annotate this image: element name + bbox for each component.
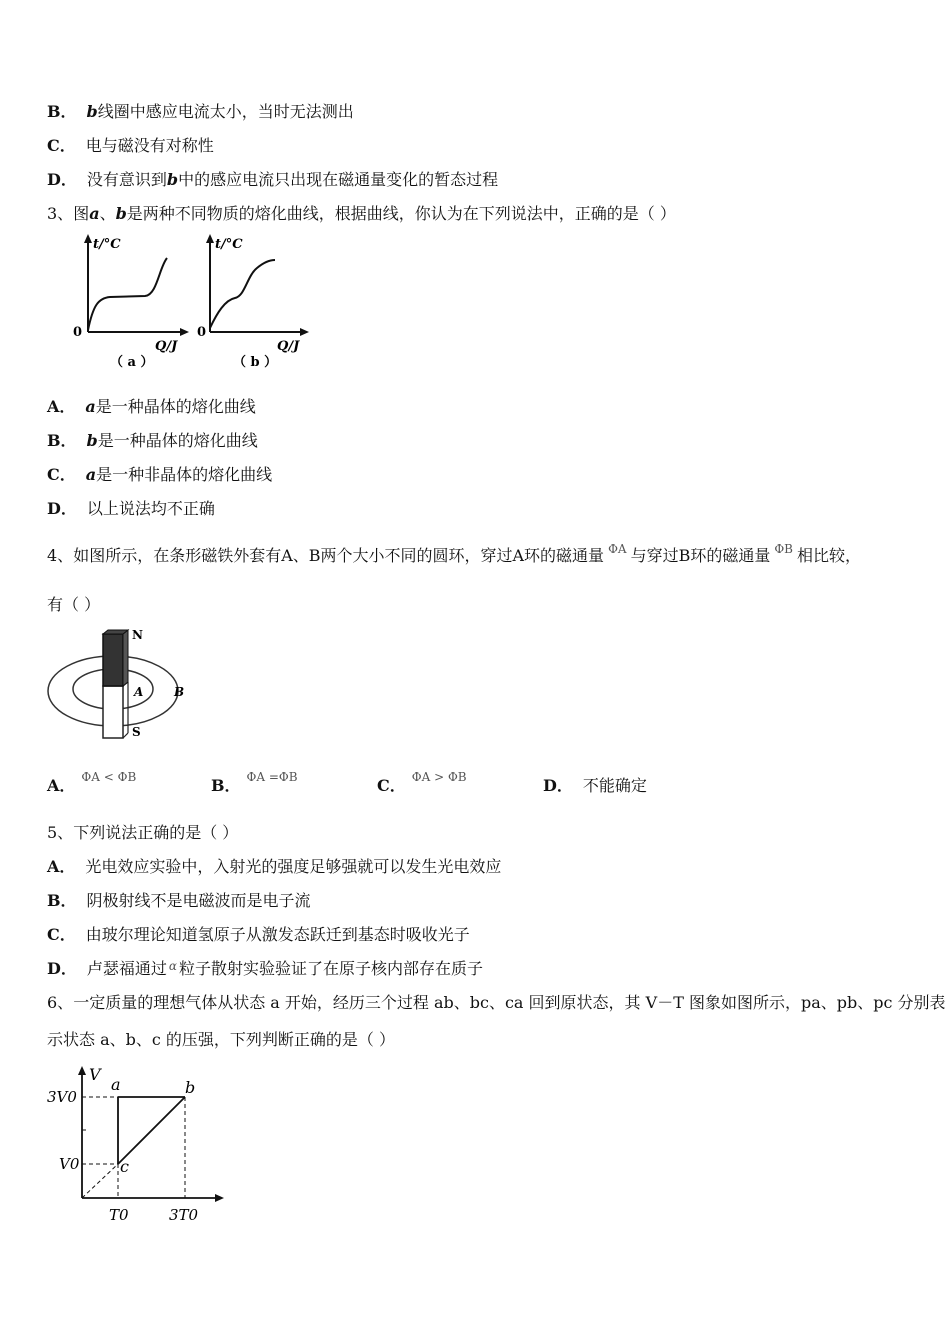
q5-stem: 5、下列说法正确的是（ ） bbox=[47, 823, 239, 842]
graph-b bbox=[197, 234, 309, 370]
q5-option-b: B． 阴极射线不是电磁波而是电子流 bbox=[47, 891, 311, 910]
q4-option-b: B． $^{\Phi A =\Phi B}$ bbox=[211, 770, 298, 795]
graph-a-ylabel: t/°C bbox=[93, 237, 121, 252]
graph-b-ylabel: t/°C bbox=[215, 237, 243, 252]
q5-option-a: A． 光电效应实验中，入射光的强度足够强就可以发生光电效应 bbox=[47, 857, 502, 876]
state-c-label: c bbox=[120, 1157, 129, 1176]
q6-vt-graph bbox=[45, 1062, 235, 1227]
q2-option-c: C． 电与磁没有对称性 bbox=[47, 136, 214, 155]
graph-a-origin: 0 bbox=[73, 325, 83, 340]
t0-label: T0 bbox=[109, 1206, 129, 1224]
graph-b-origin: 0 bbox=[197, 325, 207, 340]
magnet-n-label: N bbox=[132, 628, 143, 642]
q2-option-d: D． 没有意识到b中的感应电流只出现在磁通量变化的暂态过程 bbox=[47, 170, 499, 189]
ring-a-label: A bbox=[134, 685, 144, 699]
q5-option-c: C． 由玻尔理论知道氢原子从激发态跃迁到基态时吸收光子 bbox=[47, 925, 470, 944]
q3-stem: 3、图a、b是两种不同物质的熔化曲线，根据曲线，你认为在下列说法中，正确的是（ ） bbox=[47, 204, 676, 223]
q5-option-d: D． 卢瑟福通过 $^\alpha$ 粒子散射实验验证了在原子核内部存在质子 bbox=[47, 959, 484, 978]
q4-magnet-figure bbox=[45, 626, 200, 744]
state-a-label: a bbox=[111, 1075, 121, 1094]
q4-option-c: C． $^{\Phi A > \Phi B}$ bbox=[377, 770, 467, 795]
graph-b-caption: （ b ） bbox=[233, 355, 278, 370]
q2-option-b: B． b线圈中感应电流太小，当时无法测出 bbox=[47, 102, 354, 121]
q6-stem-line2: 示状态 a、b、c 的压强，下列判断正确的是（ ） bbox=[47, 1030, 396, 1049]
q4-stem: 4、如图所示，在条形磁铁外套有A、B两个大小不同的圆环，穿过A环的磁通量 $^{\Phi A}$ 与穿过B环的磁通量 $^{\Phi B}$ 相比较， bbox=[47, 542, 862, 565]
q4-option-d: D． 不能确定 bbox=[543, 776, 647, 795]
v3-label: 3V0 bbox=[47, 1088, 77, 1106]
q3-option-c: C． a是一种非晶体的熔化曲线 bbox=[47, 465, 273, 484]
graph-b-xlabel: Q/J bbox=[277, 339, 300, 354]
v0-label: V0 bbox=[59, 1155, 80, 1173]
q4-option-a: A． $^{\Phi A < \Phi B}$ bbox=[47, 770, 137, 795]
state-b-label: b bbox=[185, 1078, 196, 1097]
graph-a bbox=[73, 234, 189, 370]
phi-b-symbol: ΦB bbox=[774, 542, 793, 556]
magnet-s-label: S bbox=[132, 725, 141, 739]
q3-option-a: A． a是一种晶体的熔化曲线 bbox=[47, 397, 256, 416]
graph-a-xlabel: Q/J bbox=[155, 339, 178, 354]
ring-b-label: B bbox=[174, 685, 185, 699]
q4-stem-line2: 有（ ） bbox=[47, 595, 101, 614]
graph-a-caption: （ a ） bbox=[110, 355, 154, 370]
q3-melting-graphs bbox=[65, 228, 315, 376]
v-axis-label: V bbox=[89, 1065, 101, 1084]
phi-a-symbol: ΦA bbox=[608, 542, 627, 556]
3t0-label: 3T0 bbox=[169, 1206, 199, 1224]
q3-option-b: B． b是一种晶体的熔化曲线 bbox=[47, 431, 258, 450]
q6-stem-line1: 6、一定质量的理想气体从状态 a 开始，经历三个过程 ab、bc、ca 回到原状态，其 V－T 图象如图所示，pa、pb、pc 分别表 bbox=[47, 993, 946, 1012]
q3-option-d: D． 以上说法均不正确 bbox=[47, 499, 215, 518]
alpha-symbol: α bbox=[168, 959, 178, 973]
